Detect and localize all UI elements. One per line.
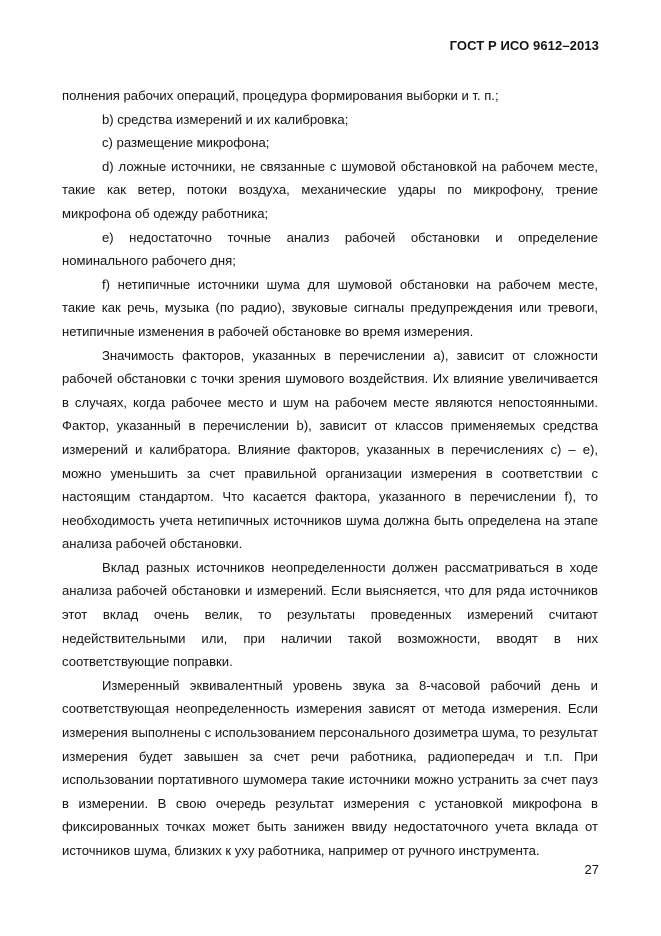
paragraph: полнения рабочих операций, процедура формирования выборки и т. п.; [62,88,499,103]
document-id-header: ГОСТ Р ИСО 9612–2013 [449,38,599,53]
paragraph: d) ложные источники, не связанные с шумовой обстановкой на рабочем месте, такие как ветер, потоки воздуха, механические удары по микрофону, трение микрофона об одежду работника; [62,158,598,221]
paragraph: Вклад разных источников неопределенности должен рассматриваться в ходе анализа рабочей обстановки и измерений. Если выясняется, что для ряда источников этот вклад очень велик, то результаты проведенных измерений считают недействительными или, при наличии такой возможности, вводят в них соответствующие поправки. [62,559,598,670]
paragraph: e) недостаточно точные анализ рабочей обстановки и определение номинального рабочего дня; [62,229,598,269]
paragraph: Значимость факторов, указанных в перечислении a), зависит от сложности рабочей обстановки с точки зрения шумового воздействия. Их влияние увеличивается в случаях, когда рабочее место и шум на рабочем месте являются непостоянными. Фактор, указанный в перечислении b), зависит от классов применяемых средства измерений и калибратора. Влияние факторов, указанных в перечислениях c) – e), можно уменьшить за счет правильной организации измерения в соответствии с настоящим стандартом. Что касается фактора, указанного в перечислении f), то необходимость учета нетипичных источников шума должна быть определена на этапе анализа рабочей обстановки. [62,347,598,552]
body-text [62,84,598,863]
paragraph: c) размещение микрофона; [102,135,270,151]
paragraph: Измеренный эквивалентный уровень звука за 8-часовой рабочий день и соответствующая неопределенность измерения зависят от метода измерения. Если измерения выполнены с использованием персонального дозиметра шума, то результат измерения будет завышен за счет речи работника, радиопередач и т.п. При использовании портативного шумомера такие источники можно устранить за счет пауз в измерении. В свою очередь результат измерения с установкой микрофона в фиксированных точках может быть занижен ввиду недостаточного учета вклада от источников шума, близких к уху работника, например от ручного инструмента. [62,677,598,858]
page-number: 27 [584,862,599,877]
paragraph: b) средства измерений и их калибровка; [102,111,349,127]
paragraph: f) нетипичные источники шума для шумовой обстановки на рабочем месте, такие как речь, музыка (по радио), звуковые сигналы предупреждения или тревоги, нетипичные изменения в рабочей обстановке во время измерения. [62,276,598,339]
